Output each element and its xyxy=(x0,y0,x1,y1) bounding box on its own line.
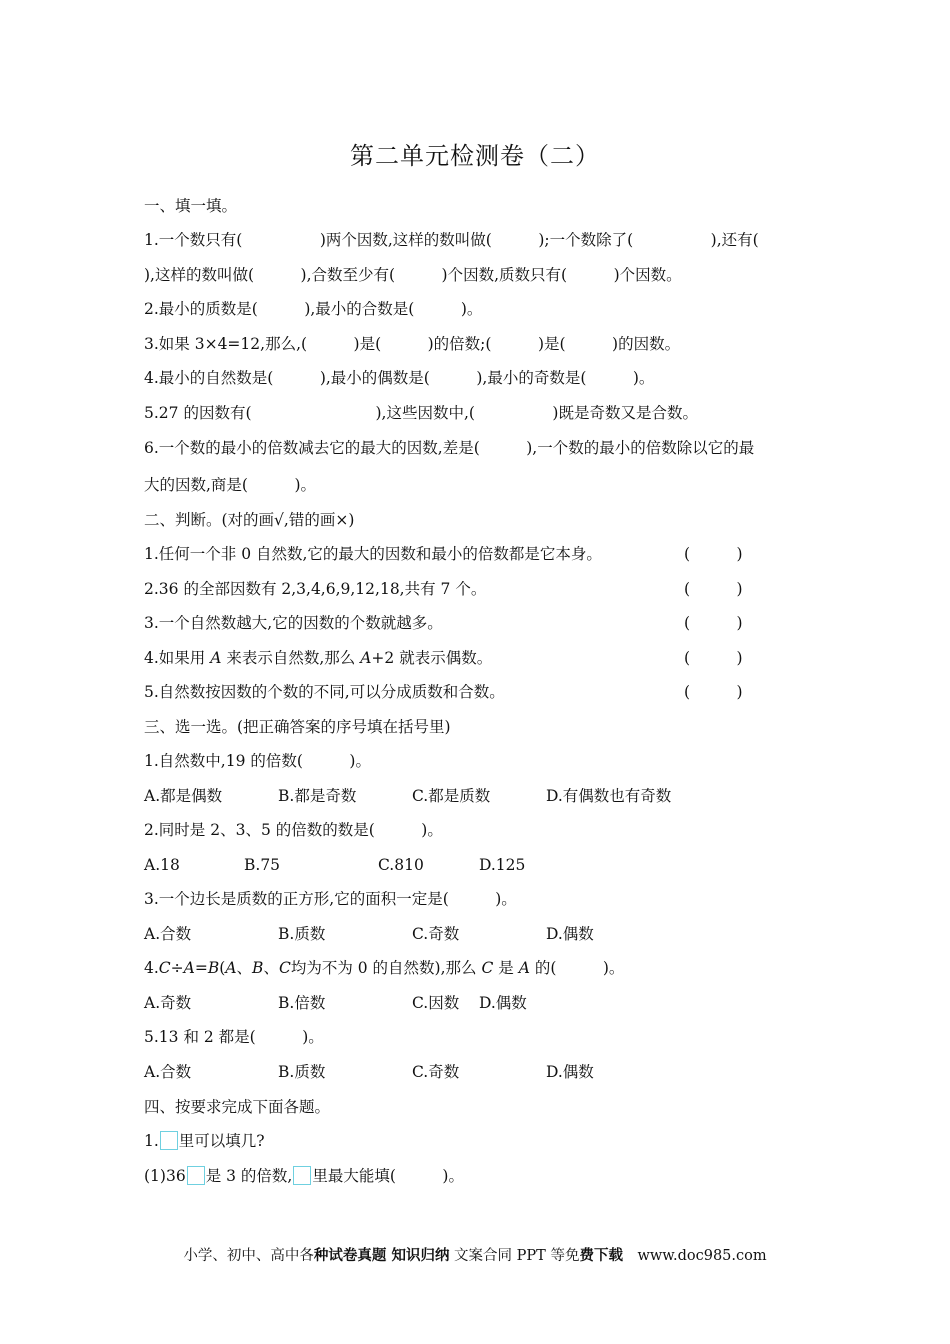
s4-q1-1-text-3: 里最大能填( )。 xyxy=(312,1167,464,1185)
s3-q4-divide: ÷ xyxy=(170,959,184,977)
s3-q1-option-d: D.有偶数也有奇数 xyxy=(546,787,672,805)
s3-q4-text-1: 4. xyxy=(144,959,159,977)
s2-q2-answer-paren: ( ) xyxy=(684,580,743,598)
s2-q4-text-2: 来表示自然数,那么 xyxy=(221,649,361,667)
s2-q4-text-1: 4.如果用 xyxy=(144,649,211,667)
s2-q1-answer-paren: ( ) xyxy=(684,545,743,563)
s1-q5: 5.27 的因数有( ),这些因数中,( )既是奇数又是合数。 xyxy=(144,404,698,422)
s3-q4-option-a: A.奇数 xyxy=(144,994,192,1012)
s1-q1-line-b: ),这样的数叫做( ),合数至少有( )个因数,质数只有( )个因数。 xyxy=(144,266,682,284)
s2-q4-var-a-2: A xyxy=(360,649,372,667)
s3-q3-option-d: D.偶数 xyxy=(546,925,594,943)
s2-q2: 2.36 的全部因数有 2,3,4,6,9,12,18,共有 7 个。 xyxy=(144,580,487,598)
s3-q2-option-b: B.75 xyxy=(244,856,281,874)
s3-q5-option-b: B.质数 xyxy=(278,1063,326,1081)
s3-q1-option-c: C.都是质数 xyxy=(412,787,491,805)
s2-q4-answer-paren: ( ) xyxy=(684,649,743,667)
s3-q4-var-b: B xyxy=(207,959,220,977)
s1-q1-line-a: 1.一个数只有( )两个因数,这样的数叫做( );一个数除了( ),还有( xyxy=(144,231,759,249)
s3-q2-option-c: C.810 xyxy=(378,856,424,874)
footer-text-5: 费下载 xyxy=(579,1247,623,1264)
s2-q3: 3.一个自然数越大,它的因数的个数就越多。 xyxy=(144,614,443,632)
s3-q5: 5.13 和 2 都是( )。 xyxy=(144,1028,324,1046)
s4-q1-1-text-1: (1)36 xyxy=(144,1167,186,1185)
page-title: 第二单元检测卷（二） xyxy=(350,142,600,170)
s2-q4 xyxy=(144,648,492,668)
s1-q6-line-b: 大的因数,商是( )。 xyxy=(144,476,317,494)
s3-q5-option-d: D.偶数 xyxy=(546,1063,594,1081)
blank-box-icon xyxy=(187,1166,205,1185)
s2-q1: 1.任何一个非 0 自然数,它的最大的因数和最小的倍数都是它本身。 xyxy=(144,545,602,563)
s3-q4-var-a-2: A xyxy=(225,959,237,977)
s1-q6-line-a: 6.一个数的最小的倍数减去它的最大的因数,差是( ),一个数的最小的倍数除以它的最 xyxy=(144,439,755,457)
s3-q1-option-a: A.都是偶数 xyxy=(144,787,223,805)
s3-q4-option-c: C.因数 xyxy=(412,994,460,1012)
s3-q2-option-d: D.125 xyxy=(479,856,526,874)
s3-q1: 1.自然数中,19 的倍数( )。 xyxy=(144,752,371,770)
s3-q4-option-d: D.偶数 xyxy=(479,994,527,1012)
footer-website: www.doc985.com xyxy=(622,1248,767,1264)
s4-q1 xyxy=(144,1131,265,1151)
section-1-heading: 一、填一填。 xyxy=(144,197,238,215)
s3-q4-var-a-3: A xyxy=(518,959,530,977)
s3-q3: 3.一个边长是质数的正方形,它的面积一定是( )。 xyxy=(144,890,517,908)
footer-text-2: 种试卷真题 xyxy=(313,1247,387,1264)
s3-q1-option-b: B.都是奇数 xyxy=(278,787,357,805)
s2-q5-answer-paren: ( ) xyxy=(684,683,743,701)
s4-q1-number: 1. xyxy=(144,1132,159,1150)
s3-q2: 2.同时是 2、3、5 的倍数的数是( )。 xyxy=(144,821,443,839)
s3-q4-text-2: 均为不为 0 的自然数),那么 xyxy=(290,959,482,977)
section-2-heading: 二、判断。(对的画√,错的画×) xyxy=(144,511,355,529)
s3-q2-option-a: A.18 xyxy=(144,856,180,874)
s2-q4-text-3: +2 就表示偶数。 xyxy=(371,649,493,667)
s3-q4-option-b: B.倍数 xyxy=(278,994,326,1012)
s3-q3-option-a: A.合数 xyxy=(144,925,192,943)
page-footer xyxy=(0,1244,950,1265)
s3-q3-option-c: C.奇数 xyxy=(412,925,460,943)
s3-q3-option-b: B.质数 xyxy=(278,925,326,943)
s3-q4-paren-open: ( xyxy=(219,959,226,977)
s3-q5-option-a: A.合数 xyxy=(144,1063,192,1081)
s3-q4-sep-2: 、 xyxy=(263,959,279,977)
footer-text-3: 知识归纳 xyxy=(386,1247,450,1264)
s3-q4-equals: = xyxy=(194,959,208,977)
s3-q5-option-c: C.奇数 xyxy=(412,1063,460,1081)
footer-text-4: 文案合同 PPT 等免 xyxy=(449,1248,580,1264)
section-4-heading: 四、按要求完成下面各题。 xyxy=(144,1098,331,1116)
s3-q4-var-b-2: B xyxy=(252,959,264,977)
s4-q1-1 xyxy=(144,1166,464,1186)
section-3-heading: 三、选一选。(把正确答案的序号填在括号里) xyxy=(144,718,451,736)
s3-q4-var-a: A xyxy=(183,959,195,977)
s1-q2: 2.最小的质数是( ),最小的合数是( )。 xyxy=(144,300,483,318)
s3-q4-sep-1: 、 xyxy=(236,959,253,977)
s3-q4-text-4: 的( )。 xyxy=(529,959,625,977)
s1-q3: 3.如果 3×4=12,那么,( )是( )的倍数;( )是( )的因数。 xyxy=(144,335,681,353)
s3-q4-var-c-2: C xyxy=(278,959,291,977)
s4-q1-text: 里可以填几? xyxy=(178,1132,265,1150)
s3-q4-var-c-3: C xyxy=(481,959,494,977)
s2-q5: 5.自然数按因数的个数的不同,可以分成质数和合数。 xyxy=(144,683,505,701)
s2-q3-answer-paren: ( ) xyxy=(684,614,743,632)
s3-q4 xyxy=(144,958,624,978)
s3-q4-var-c: C xyxy=(158,959,171,977)
s2-q4-var-a: A xyxy=(210,649,222,667)
blank-box-icon xyxy=(293,1166,311,1185)
blank-box-icon xyxy=(160,1131,178,1150)
s1-q4: 4.最小的自然数是( ),最小的偶数是( ),最小的奇数是( )。 xyxy=(144,369,655,387)
footer-text-1: 小学、初中、高中各 xyxy=(183,1248,314,1264)
s3-q4-text-3: 是 xyxy=(493,959,519,977)
s4-q1-1-text-2: 是 3 的倍数, xyxy=(205,1167,293,1185)
